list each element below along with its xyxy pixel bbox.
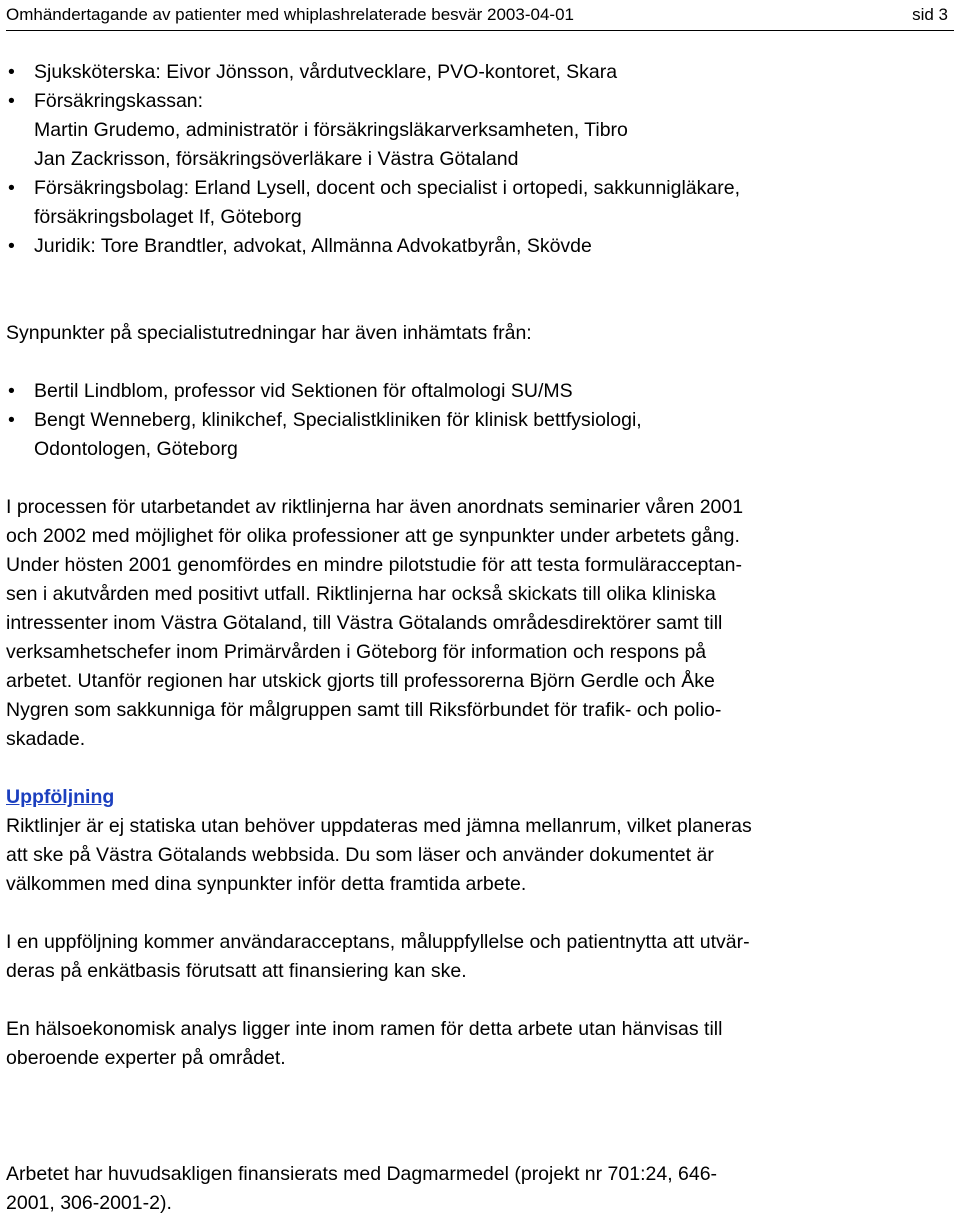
paragraph-line: arbetet. Utanför regionen har utskick gjorts till professorerna Björn Gerdle och Åke [6,670,715,692]
paragraph-line: sen i akutvården med positivt utfall. Riktlinjerna har också skickats till olika kliniska [6,583,716,605]
process-paragraph [6,493,958,754]
list-item-line: • Bengt Wenneberg, klinikchef, Specialistkliniken för klinisk bettfysiologi, [34,409,642,431]
specialists-list [6,377,958,464]
paragraph-line: En hälsoekonomisk analys ligger inte inom ramen för detta arbete utan hänvisas till [6,1018,723,1040]
list-item-line: • Försäkringskassan: [34,90,204,112]
specialist-intro: Synpunkter på specialistutredningar har även inhämtats från: [6,322,532,344]
list-item-line: • Juridik: Tore Brandtler, advokat, Allmänna Advokatbyrån, Skövde [34,235,592,257]
paragraph-line: Riktlinjer är ej statiska utan behöver uppdateras med jämna mellanrum, vilket planeras [6,815,752,837]
list-item-line: försäkringsbolaget If, Göteborg [34,206,302,228]
paragraph-line: välkommen med dina synpunkter inför detta framtida arbete. [6,873,527,895]
list-item [6,174,958,232]
list-item-line: Odontologen, Göteborg [34,438,238,460]
paragraph-line: oberoende experter på området. [6,1047,286,1069]
paragraph-line: deras på enkätbasis förutsatt att finansiering kan ske. [6,960,467,982]
paragraph-line: och 2002 med möjlighet för olika professioner att ge synpunkter under arbetets gång. [6,525,740,547]
document-body [6,58,958,1218]
paragraph-line: Under hösten 2001 genomfördes en mindre pilotstudie för att testa formuläracceptan- [6,554,743,576]
list-item-line: Martin Grudemo, administratör i försäkringsläkarverksamheten, Tibro [34,119,628,141]
paragraph-line: I processen för utarbetandet av riktlinjerna har även anordnats seminarier våren 2001 [6,496,744,518]
paragraph-line: Nygren som sakkunniga för målgruppen samt till Riksförbundet för trafik- och polio- [6,699,722,721]
contributors-list [6,58,958,261]
list-item [6,58,958,87]
section-heading: Uppföljning [6,786,115,808]
list-item-line: • Bertil Lindblom, professor vid Sektionen för oftalmologi SU/MS [34,380,573,402]
list-item [6,377,958,406]
health-economics-paragraph [6,1015,958,1073]
paragraph-line: I en uppföljning kommer användaracceptans, måluppfyllelse och patientnytta att utvär- [6,931,750,953]
evaluation-paragraph [6,928,958,986]
paragraph-line: intressenter inom Västra Götaland, till Västra Götalands områdesdirektörer samt till [6,612,723,634]
paragraph-line: skadade. [6,728,86,750]
document-title: Omhändertagande av patienter med whiplashrelaterade besvär 2003-04-01 [6,5,574,24]
list-item-line: • Sjuksköterska: Eivor Jönsson, vårdutvecklare, PVO-kontoret, Skara [34,61,618,83]
paragraph-line: 2001, 306-2001-2). [6,1192,172,1214]
paragraph-line: Arbetet har huvudsakligen finansierats med Dagmarmedel (projekt nr 701:24, 646- [6,1163,718,1185]
followup-paragraph [6,812,958,899]
list-item [6,406,958,464]
page-header [6,4,954,31]
funding-paragraph [6,1160,958,1218]
page-number: sid 3 [912,5,948,24]
list-item [6,87,958,174]
list-item [6,232,958,261]
paragraph-line: att ske på Västra Götalands webbsida. Du som läser och använder dokumentet är [6,844,714,866]
paragraph-line: verksamhetschefer inom Primärvården i Göteborg för information och respons på [6,641,707,663]
list-item-line: Jan Zackrisson, försäkringsöverläkare i Västra Götaland [34,148,519,170]
list-item-line: • Försäkringsbolag: Erland Lysell, docent och specialist i ortopedi, sakkunnigläkare, [34,177,740,199]
